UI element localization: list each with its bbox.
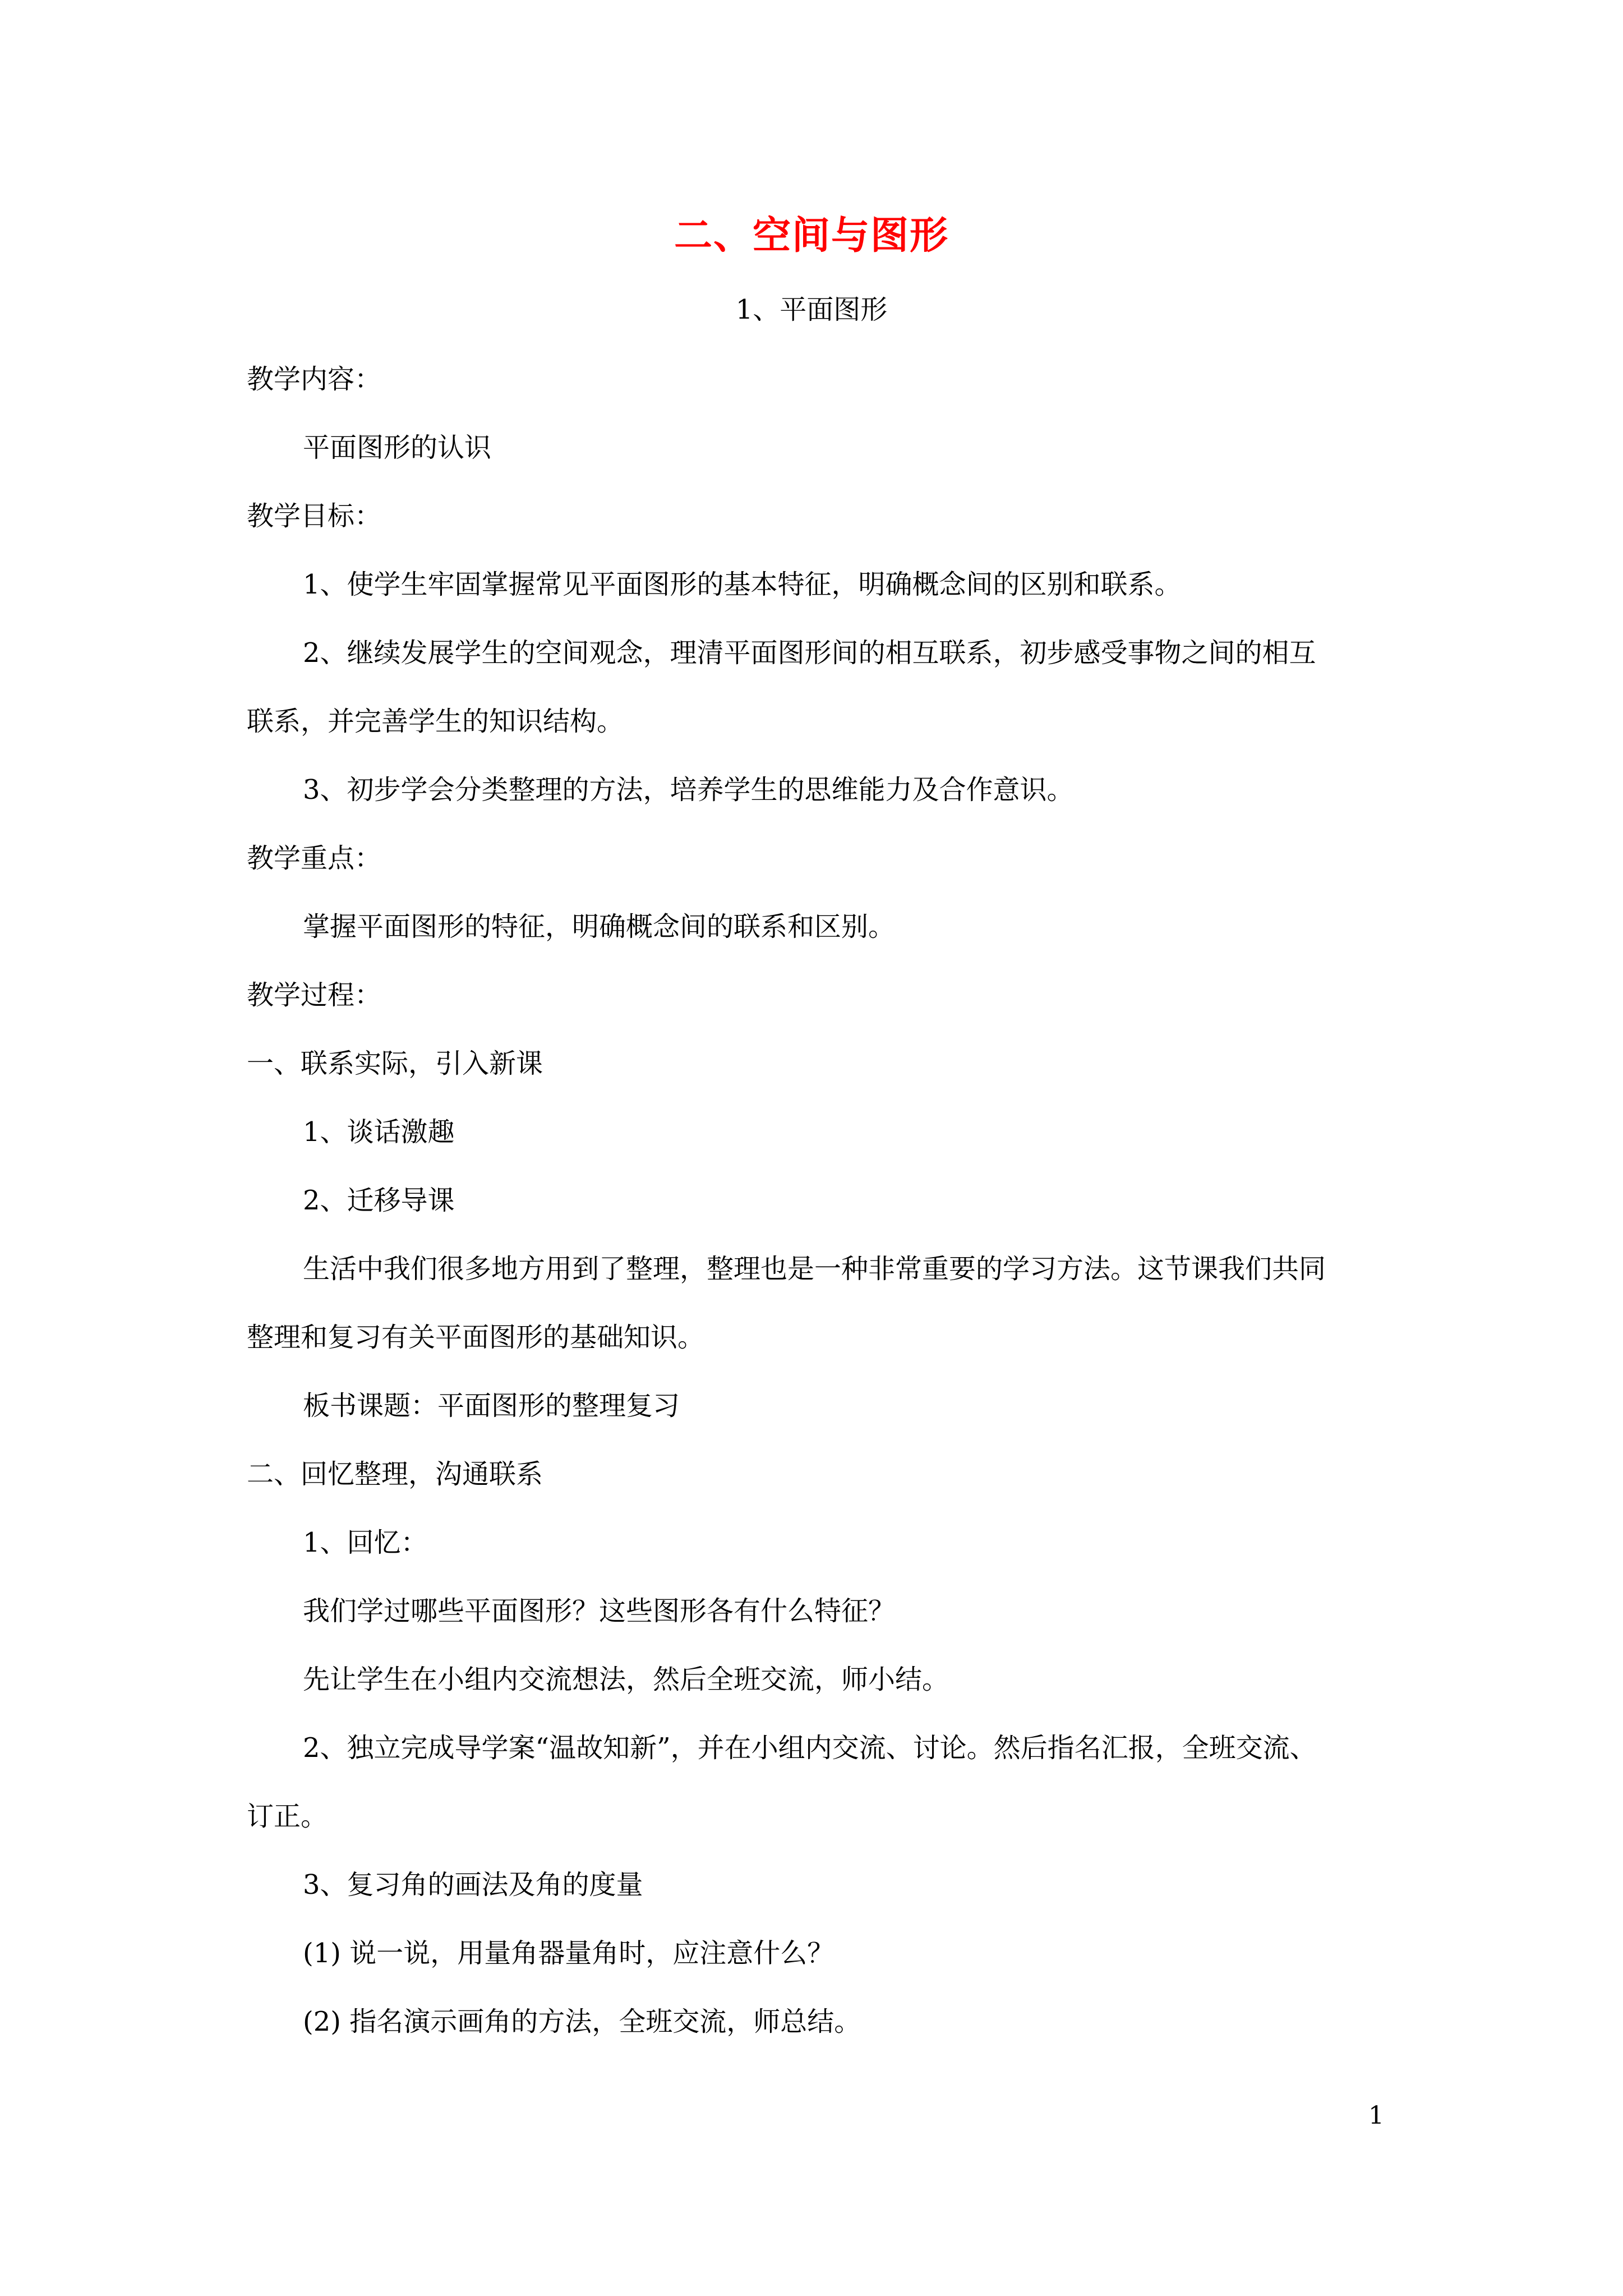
- paragraph-line: 订正。: [247, 1801, 328, 1832]
- page-number: 1: [1368, 2101, 1384, 2130]
- paragraph-line: 联系，并完善学生的知识结构。: [247, 706, 624, 737]
- section-heading: 一、联系实际，引入新课: [247, 1048, 543, 1079]
- paragraph-line: 2、迁移导课: [303, 1185, 455, 1216]
- section-subtitle: 1、平面图形: [735, 294, 888, 325]
- document-title: 二、空间与图形: [674, 213, 949, 258]
- paragraph-line: 生活中我们很多地方用到了整理，整理也是一种非常重要的学习方法。这节课我们共同: [303, 1253, 1326, 1285]
- paragraph-line: 2、继续发展学生的空间观念，理清平面图形间的相互联系，初步感受事物之间的相互: [303, 637, 1316, 669]
- paragraph-line: 3、初步学会分类整理的方法，培养学生的思维能力及合作意识。: [303, 774, 1074, 806]
- paragraph-line: 整理和复习有关平面图形的基础知识。: [247, 1322, 705, 1353]
- heading-teaching-process: 教学过程：: [247, 979, 382, 1011]
- paragraph-line: 先让学生在小组内交流想法，然后全班交流，师小结。: [303, 1664, 949, 1695]
- paragraph-line: 平面图形的认识: [303, 432, 492, 463]
- paragraph-line: 3、复习角的画法及角的度量: [303, 1869, 643, 1901]
- section-heading: 二、回忆整理，沟通联系: [247, 1458, 543, 1490]
- heading-teaching-content: 教学内容：: [247, 364, 382, 395]
- paragraph-line: 掌握平面图形的特征，明确概念间的联系和区别。: [303, 911, 896, 942]
- paragraph-line: (1) 说一说，用量角器量角时，应注意什么？: [303, 1938, 834, 1969]
- paragraph-line: 板书课题：平面图形的整理复习: [303, 1390, 680, 1421]
- paragraph-line: 1、回忆：: [303, 1527, 428, 1558]
- paragraph-line: (2) 指名演示画角的方法，全班交流，师总结。: [303, 2006, 861, 2037]
- paragraph-line: 2、独立完成导学案“温故知新”，并在小组内交流、讨论。然后指名汇报，全班交流、: [303, 1732, 1317, 1764]
- heading-teaching-focus: 教学重点：: [247, 843, 382, 874]
- heading-teaching-goals: 教学目标：: [247, 500, 382, 532]
- paragraph-line: 1、谈话激趣: [303, 1116, 455, 1148]
- paragraph-line: 1、使学生牢固掌握常见平面图形的基本特征，明确概念间的区别和联系。: [303, 569, 1182, 600]
- paragraph-line: 我们学过哪些平面图形？这些图形各有什么特征？: [303, 1595, 896, 1627]
